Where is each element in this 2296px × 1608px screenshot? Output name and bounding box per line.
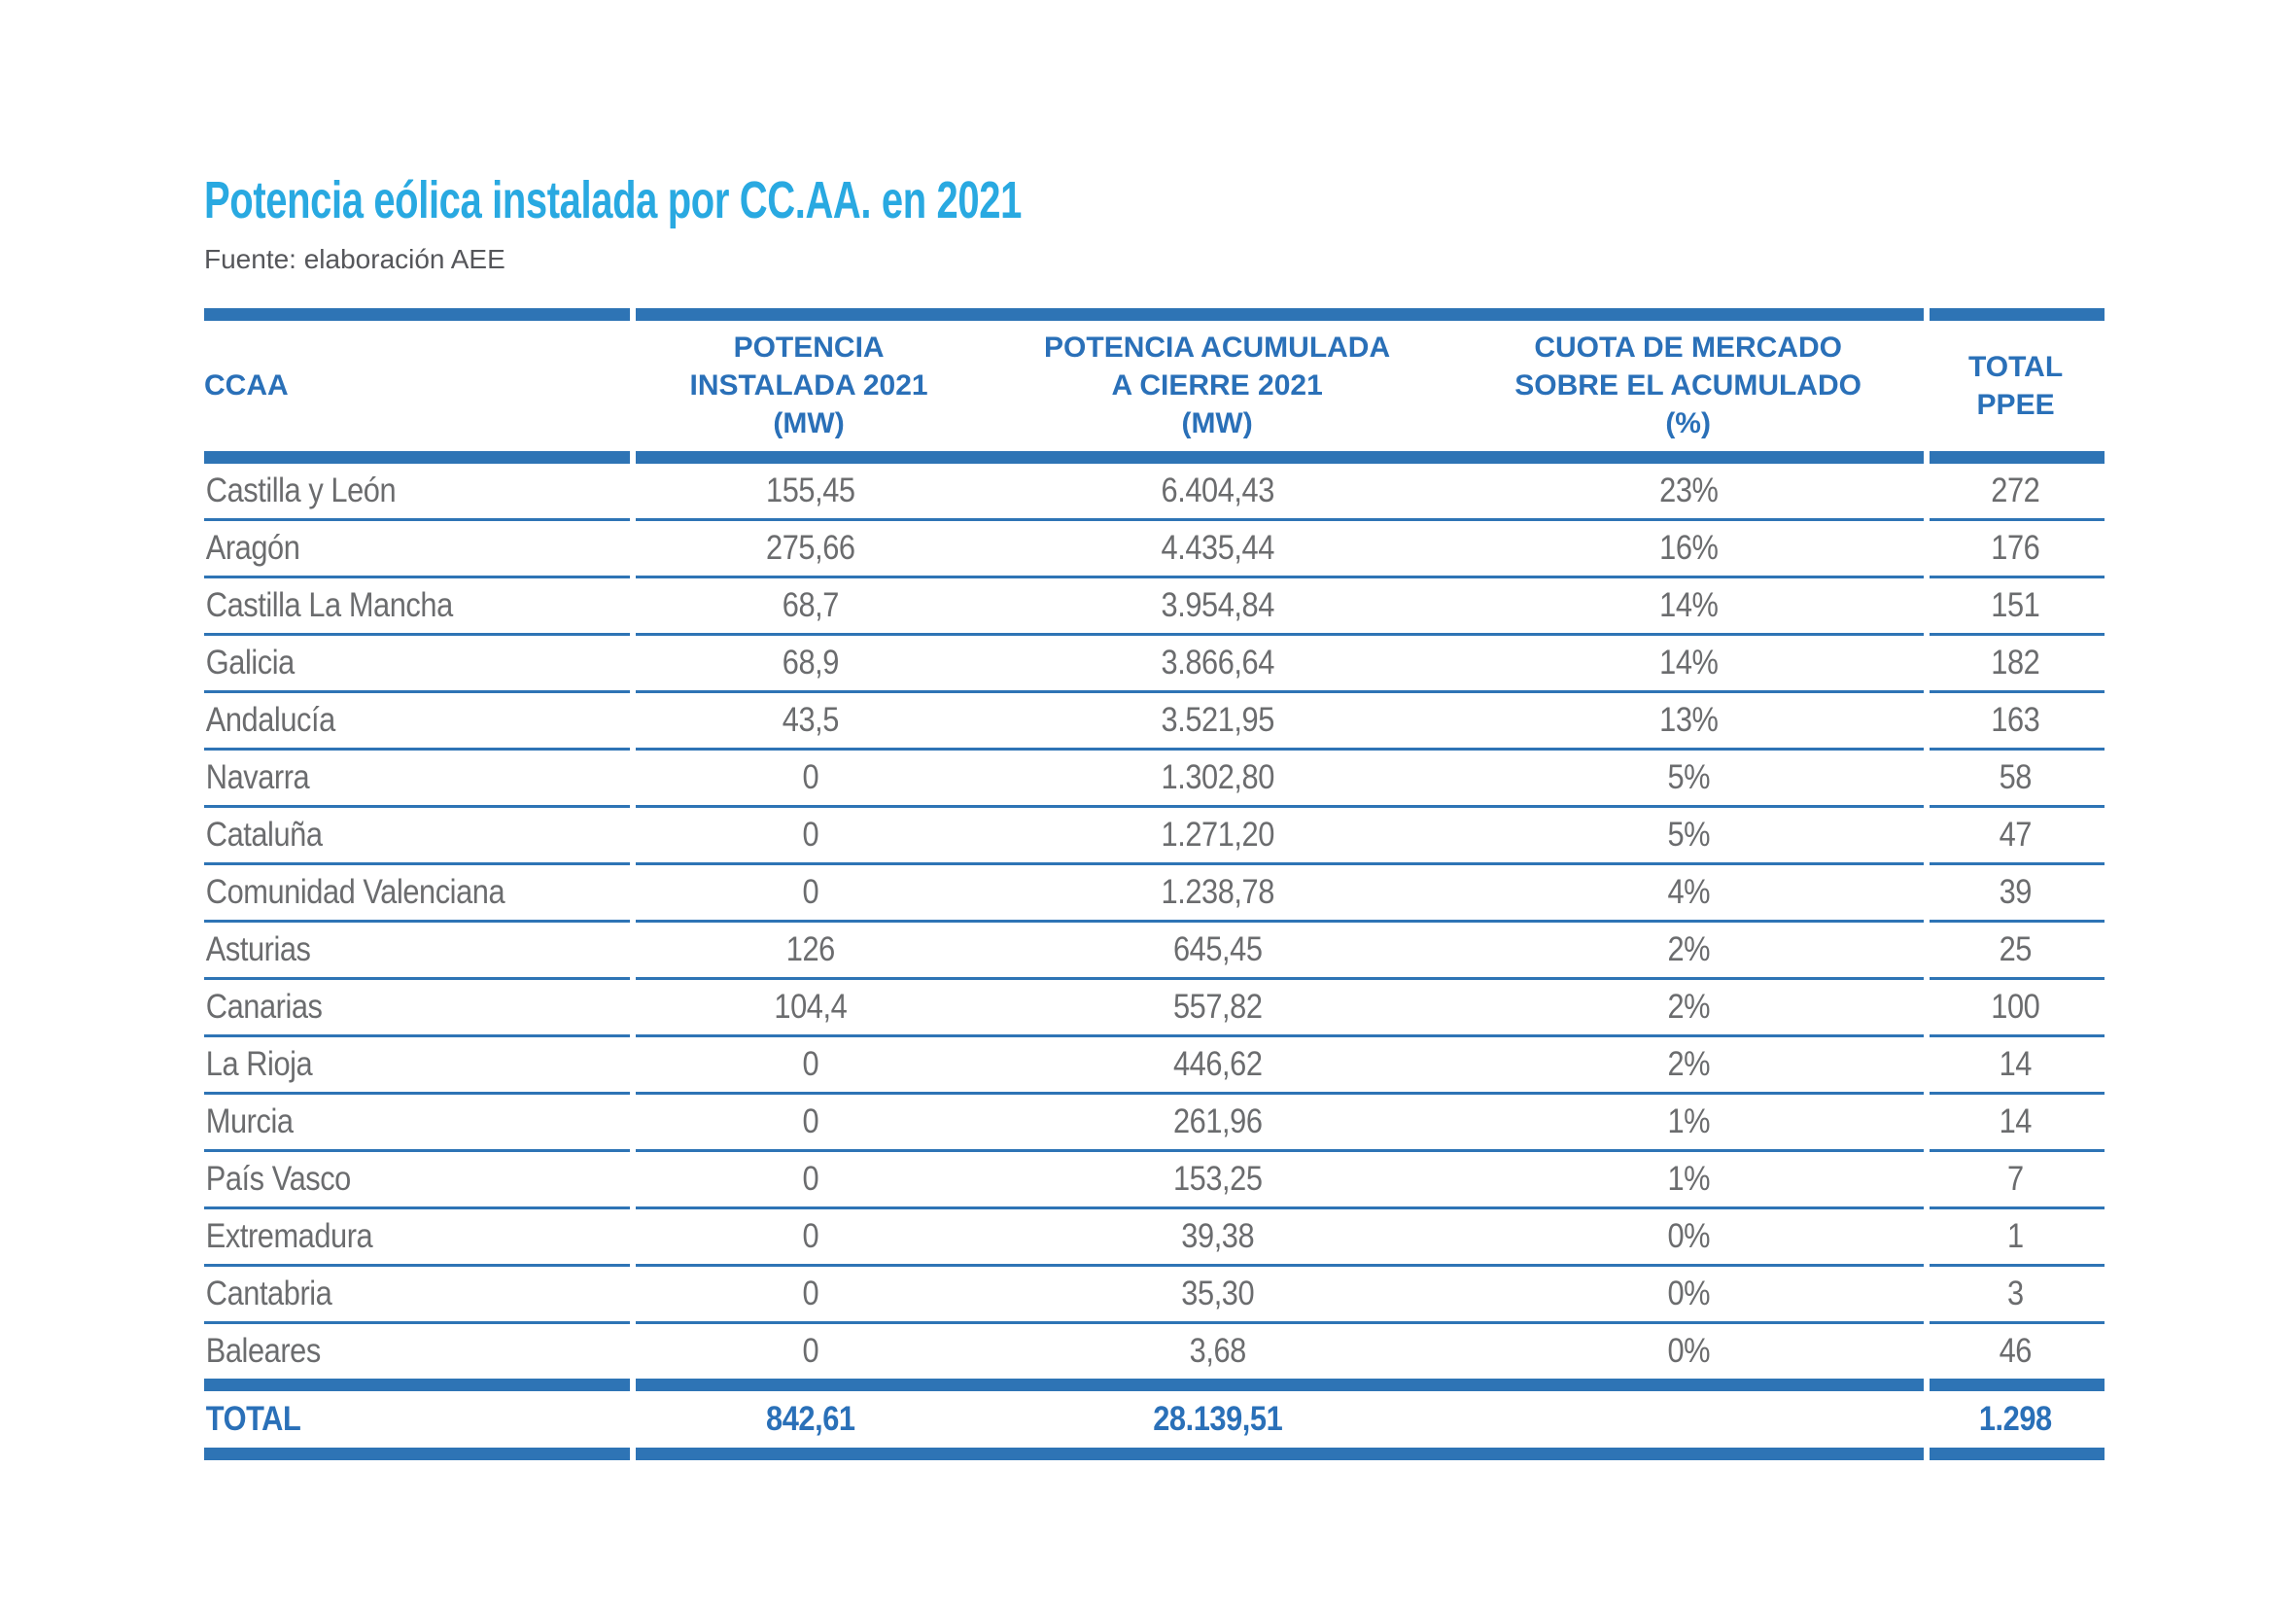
header-line: CCAA [204,369,289,402]
cell-ccaa: Extremadura [205,1216,373,1255]
cell-ccaa: Murcia [205,1101,294,1140]
total-acumulada: 28.139,51 [1153,1399,1283,1438]
cell-ppee: 272 [1991,471,2040,509]
row-divider [204,805,2105,808]
header-line: INSTALADA 2021 [689,369,928,402]
cell-acumulada: 153,25 [1173,1159,1263,1198]
cell-ppee: 25 [2000,929,2033,968]
header-potencia-acumulada [985,329,1449,442]
rule-segment [204,748,630,751]
table-row [204,923,2105,977]
rule-segment [636,451,1924,464]
cell-acumulada: 1.302,80 [1161,757,1275,796]
cell-ccaa: Navarra [205,757,310,796]
rule-segment [204,451,630,464]
rule-segment [204,1448,630,1460]
row-divider [204,1321,2105,1324]
header-cuota-mercado [1449,329,1927,442]
rule-segment [636,1448,1924,1460]
cell-cuota: 13% [1658,700,1719,739]
rule-segment [204,1034,630,1037]
cell-cuota: 2% [1667,987,1710,1026]
cell-ppee: 100 [1991,987,2040,1026]
rule-segment [636,1264,1924,1267]
table-row [204,1209,2105,1264]
cell-cuota: 14% [1658,643,1719,682]
cell-ccaa: País Vasco [205,1159,351,1198]
header-total-ppee [1927,348,2105,424]
cell-acumulada: 446,62 [1173,1044,1263,1083]
cell-cuota: 1% [1667,1101,1710,1140]
cell-ppee: 176 [1991,528,2040,567]
cell-ccaa: Baleares [205,1331,321,1370]
cell-ccaa: La Rioja [205,1044,313,1083]
rule-segment [204,633,630,636]
rule-segment [204,920,630,923]
table-row [204,521,2105,576]
rule-segment [636,1206,1924,1209]
rule-segment [1930,1149,2105,1152]
cell-ppee: 58 [2000,757,2033,796]
rule-segment [1930,1092,2105,1095]
cell-instalada: 68,9 [782,643,839,682]
cell-ppee: 39 [2000,872,2033,911]
cell-cuota: 0% [1667,1274,1710,1312]
cell-acumulada: 4.435,44 [1161,528,1275,567]
cell-cuota: 2% [1667,1044,1710,1083]
header-line: CUOTA DE MERCADO [1534,332,1842,365]
cell-instalada: 0 [802,1044,818,1083]
row-divider [204,1092,2105,1095]
cell-ppee: 182 [1991,643,2040,682]
rule-segment [1930,1206,2105,1209]
rule-segment [204,518,630,521]
row-divider [204,518,2105,521]
rule-segment [1930,748,2105,751]
header-line: POTENCIA ACUMULADA [1044,332,1391,365]
cell-instalada: 0 [802,815,818,854]
source-note: Fuente: elaboración AEE [204,243,505,274]
cell-instalada: 0 [802,872,818,911]
cell-cuota: 0% [1667,1331,1710,1370]
rule-segment [204,690,630,693]
rule-segment [1930,1034,2105,1037]
header-line: (%) [1665,407,1711,440]
rule-segment [636,805,1924,808]
row-divider [204,1206,2105,1209]
content-area [204,0,2105,1460]
rule-segment [204,977,630,980]
rule-segment [1930,1379,2105,1391]
cell-ppee: 46 [2000,1331,2033,1370]
row-divider [204,748,2105,751]
rule-segment [1930,633,2105,636]
cell-cuota: 14% [1658,585,1719,624]
cell-ppee: 151 [1991,585,2040,624]
rule-segment [204,1206,630,1209]
rule-segment [1930,1321,2105,1324]
cell-ccaa: Castilla La Mancha [205,585,453,624]
cell-ppee: 7 [2007,1159,2025,1198]
rule-segment [204,1264,630,1267]
row-divider [204,862,2105,865]
row-divider [204,576,2105,578]
rule-segment [636,862,1924,865]
cell-ccaa: Galicia [205,643,295,682]
table-row [204,578,2105,633]
cell-ppee: 1 [2007,1216,2025,1255]
rule-segment [1930,1264,2105,1267]
cell-acumulada: 3.954,84 [1161,585,1275,624]
table-header-row [204,321,2105,451]
cell-acumulada: 3,68 [1189,1331,1247,1370]
cell-cuota: 1% [1667,1159,1710,1198]
table-row [204,751,2105,805]
rule-segment [636,1092,1924,1095]
rule-segment [204,1379,630,1391]
header-line: SOBRE EL ACUMULADO [1514,369,1861,402]
cell-ccaa: Asturias [205,929,311,968]
cell-ccaa: Andalucía [205,700,335,739]
row-divider [204,1034,2105,1037]
cell-instalada: 155,45 [765,471,855,509]
cell-ppee: 14 [2000,1101,2033,1140]
rule-segment [636,1379,1924,1391]
cell-instalada: 0 [802,1274,818,1312]
cell-cuota: 2% [1667,929,1710,968]
cell-acumulada: 3.521,95 [1161,700,1275,739]
table-row [204,1152,2105,1206]
rule-segment [636,920,1924,923]
rule-segment [636,633,1924,636]
table-rule-bottom [204,1448,2105,1460]
cell-ccaa: Canarias [205,987,323,1026]
cell-ppee: 47 [2000,815,2033,854]
table-row [204,464,2105,518]
header-line: TOTAL [1967,350,2064,383]
header-line: (MW) [773,407,845,440]
cell-ccaa: Comunidad Valenciana [205,872,505,911]
rule-segment [636,1149,1924,1152]
cell-instalada: 0 [802,1216,818,1255]
cell-ppee: 14 [2000,1044,2033,1083]
rule-segment [204,576,630,578]
header-line: (MW) [1181,407,1253,440]
data-table [204,308,2105,1460]
cell-acumulada: 39,38 [1181,1216,1255,1255]
cell-ccaa: Aragón [205,528,300,567]
rule-segment [636,1034,1924,1037]
rule-segment [204,1149,630,1152]
table-row [204,1095,2105,1149]
cell-cuota: 5% [1667,815,1710,854]
rule-segment [204,1092,630,1095]
cell-ccaa: Cantabria [205,1274,332,1312]
rule-segment [1930,518,2105,521]
cell-acumulada: 261,96 [1173,1101,1263,1140]
table-total-row [204,1391,2105,1448]
row-divider [204,690,2105,693]
rule-segment [636,748,1924,751]
table-row [204,1037,2105,1092]
row-divider [204,977,2105,980]
rule-segment [1930,451,2105,464]
table-row [204,980,2105,1034]
table-row [204,636,2105,690]
total-ppee: 1.298 [1979,1399,2053,1438]
rule-segment [1930,805,2105,808]
rule-segment [636,308,1924,321]
cell-ccaa: Castilla y León [205,471,397,509]
cell-instalada: 43,5 [782,700,839,739]
total-instalada: 842,61 [765,1399,855,1438]
header-line: PPEE [1976,388,2055,421]
table-row [204,1324,2105,1379]
cell-acumulada: 3.866,64 [1161,643,1275,682]
cell-instalada: 275,66 [765,528,855,567]
rule-segment [1930,920,2105,923]
cell-instalada: 0 [802,1331,818,1370]
cell-ppee: 3 [2007,1274,2025,1312]
table-row [204,865,2105,920]
rule-segment [636,518,1924,521]
cell-acumulada: 6.404,43 [1161,471,1275,509]
row-divider [204,633,2105,636]
rule-segment [636,576,1924,578]
header-potencia-instalada [633,329,985,442]
cell-instalada: 104,4 [774,987,847,1026]
cell-instalada: 0 [802,1101,818,1140]
cell-acumulada: 557,82 [1173,987,1263,1026]
rule-segment [636,977,1924,980]
page-title: Potencia eólica instalada por CC.AA. en 2021 [204,171,1022,229]
rule-segment [204,862,630,865]
cell-acumulada: 1.271,20 [1161,815,1275,854]
header-ccaa [204,367,633,404]
total-divider-top [204,1379,2105,1391]
rule-segment [1930,977,2105,980]
cell-instalada: 68,7 [782,585,839,624]
cell-instalada: 126 [785,929,835,968]
header-line: POTENCIA [733,332,885,365]
cell-cuota: 4% [1667,872,1710,911]
cell-acumulada: 645,45 [1173,929,1263,968]
cell-cuota: 16% [1658,528,1719,567]
cell-acumulada: 35,30 [1181,1274,1255,1312]
rule-segment [636,1321,1924,1324]
total-label: TOTAL [205,1399,301,1438]
rule-segment [204,805,630,808]
rule-segment [1930,690,2105,693]
rule-segment [1930,1448,2105,1460]
cell-instalada: 0 [802,1159,818,1198]
rule-segment [1930,576,2105,578]
table-row [204,693,2105,748]
row-divider [204,1264,2105,1267]
rule-segment [1930,862,2105,865]
header-divider [204,451,2105,464]
cell-acumulada: 1.238,78 [1161,872,1275,911]
cell-ppee: 163 [1991,700,2040,739]
cell-cuota: 23% [1658,471,1719,509]
cell-ccaa: Cataluña [205,815,323,854]
cell-cuota: 5% [1667,757,1710,796]
row-divider [204,920,2105,923]
rule-segment [204,1321,630,1324]
cell-cuota: 0% [1667,1216,1710,1255]
table-row [204,1267,2105,1321]
row-divider [204,1149,2105,1152]
rule-segment [204,308,630,321]
cell-instalada: 0 [802,757,818,796]
table-row [204,808,2105,862]
rule-segment [636,690,1924,693]
table-rule-top [204,308,2105,321]
header-line: A CIERRE 2021 [1111,369,1323,402]
rule-segment [1930,308,2105,321]
